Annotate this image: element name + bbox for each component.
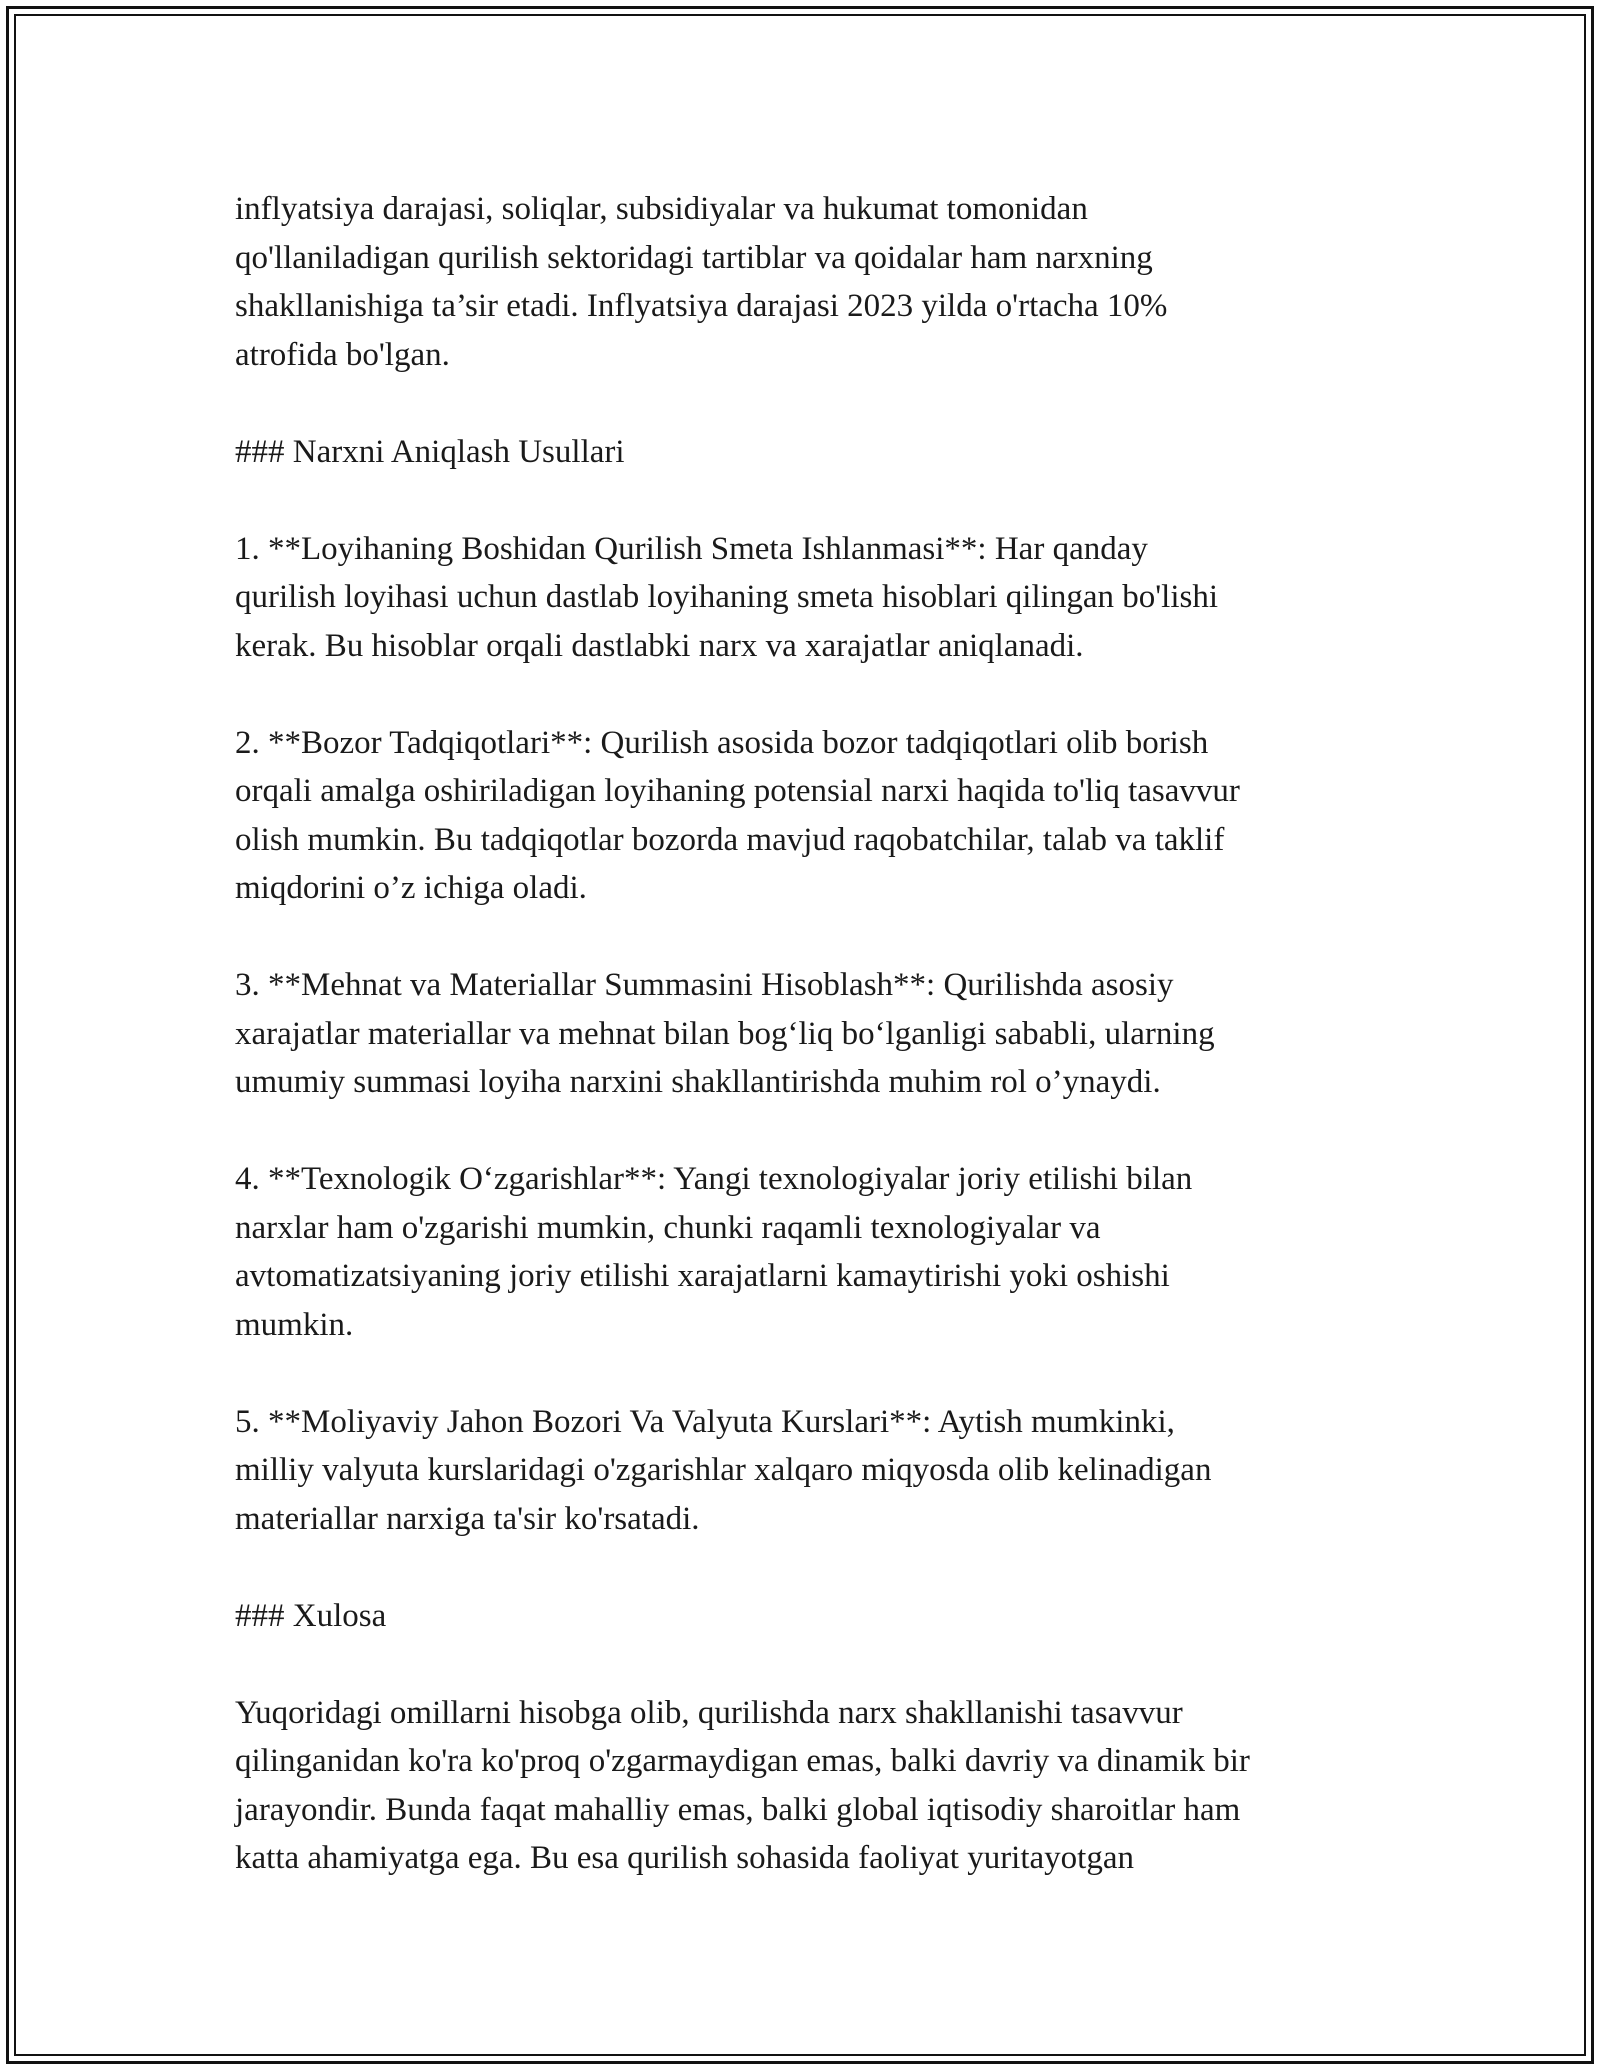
conclusion-paragraph: Yuqoridagi omillarni hisobga olib, qurilishda narx shakllanishi tasavvur qilinganidan ko'ra ko'proq o'zgarmaydigan emas, balki davriy va dinamik bir jarayondir. Bunda faqat mahalliy emas, balki global iqtisodiy sharoitlar ham katta ahamiyatga ega. Bu esa qurilish sohasida faoliyat yuritayotgan: [235, 1694, 1250, 1876]
list-item: 2. **Bozor Tadqiqotlari**: Qurilish asosida bozor tadqiqotlari olib borish orqali amalga oshiriladigan loyihaning potensial narxi haqida to'liq tasavvur olish mumkin. Bu tadqiqotlar bozorda mavjud raqobatchilar, talab va taklif miqdorini o’z ichiga oladi.: [235, 724, 1240, 906]
list-item: 3. **Mehnat va Materiallar Summasini Hisoblash**: Qurilishda asosiy xarajatlar materiallar va mehnat bilan bog‘liq bo‘lganligi sababli, ularning umumiy summasi loyiha narxini shakllantirishda muhim rol o’ynaydi.: [235, 967, 1215, 1100]
document-body: [235, 185, 1385, 1883]
section-heading-conclusion: ### Xulosa: [235, 1597, 387, 1634]
list-item: 5. **Moliyaviy Jahon Bozori Va Valyuta Kurslari**: Aytish mumkinki, milliy valyuta kurslaridagi o'zgarishlar xalqaro miqyosda olib kelinadigan materiallar narxiga ta'sir ko'rsatadi.: [235, 1403, 1212, 1537]
intro-paragraph: inflyatsiya darajasi, soliqlar, subsidiyalar va hukumat tomonidan qo'llaniladigan qurilish sektoridagi tartiblar va qoidalar ham narxning shakllanishiga ta’sir etadi. Inflyatsiya darajasi 2023 yilda o'rtacha 10% atrofida bo'lgan.: [235, 191, 1168, 373]
list-item: 4. **Texnologik O‘zgarishlar**: Yangi texnologiyalar joriy etilishi bilan narxlar ham o'zgarishi mumkin, chunki raqamli texnologiyalar va avtomatizatsiyaning joriy etilishi xarajatlarni kamaytirishi yoki oshishi mumkin.: [235, 1161, 1193, 1343]
section-heading-methods: ### Narxni Aniqlash Usullari: [235, 433, 625, 470]
list-item: 1. **Loyihaning Boshidan Qurilish Smeta Ishlanmasi**: Har qanday qurilish loyihasi uchun dastlab loyihaning smeta hisoblari qilingan bo'lishi kerak. Bu hisoblar orqali dastlabki narx va xarajatlar aniqlanadi.: [235, 530, 1219, 664]
